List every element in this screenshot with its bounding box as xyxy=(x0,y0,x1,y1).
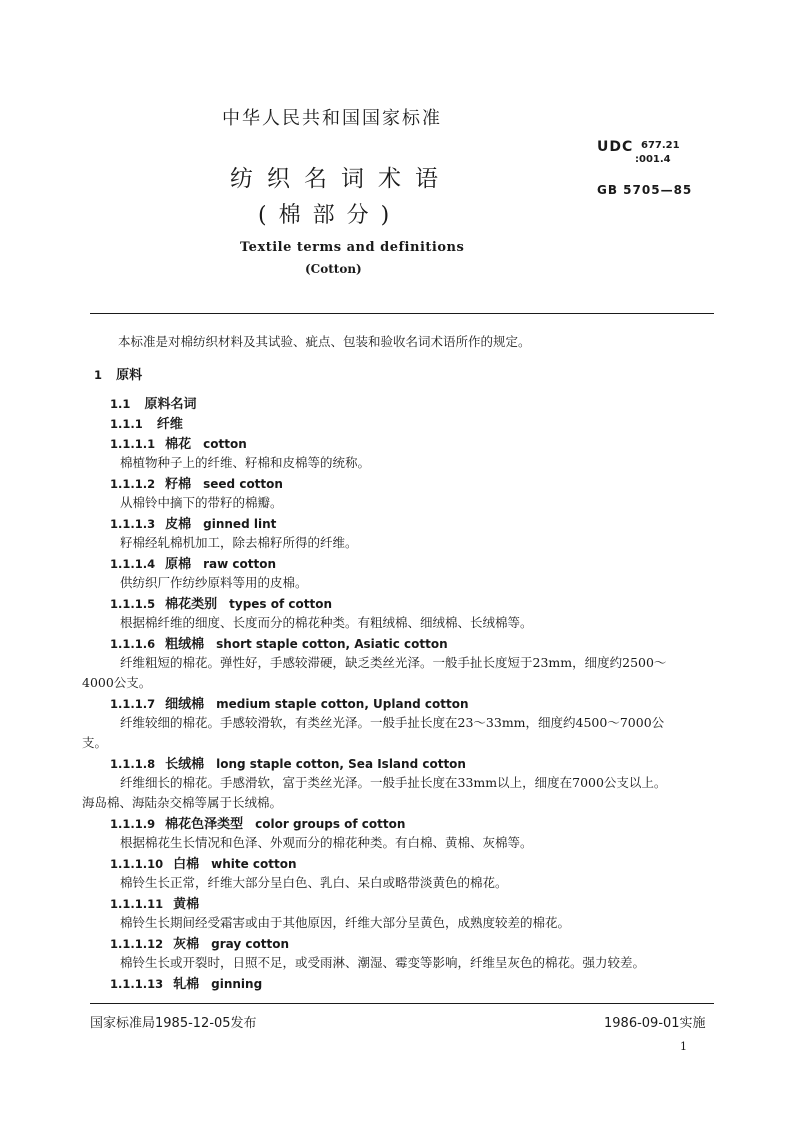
entry-number: 1.1.1.5 xyxy=(110,597,156,611)
entry-definition: 棉铃生长期间经受霜害或由于其他原因，纤维大部分呈黄色，成熟度较差的棉花。 xyxy=(120,915,571,930)
entry-definition: 籽棉经轧棉机加工，除去棉籽所得的纤维。 xyxy=(120,535,358,550)
entry-term-en: cotton xyxy=(203,437,247,451)
entry-definition: 纤维细长的棉花。手感滑软，富于类丝光泽。一般手扯长度在33mm以上，细度在7000公支以上。 xyxy=(120,775,667,790)
entry-heading xyxy=(110,973,262,992)
section-1-heading xyxy=(94,364,154,383)
title-chinese: 纺织名词术语 xyxy=(230,166,452,192)
national-standard-heading: 中华人民共和国国家标准 xyxy=(222,108,442,129)
entry-definition: 根据棉花生长情况和色泽、外观而分的棉花种类。有白棉、黄棉、灰棉等。 xyxy=(120,835,533,850)
entry-heading xyxy=(110,553,276,572)
entry-term-cn: 原棉 xyxy=(165,557,192,572)
entry-term-cn: 细绒棉 xyxy=(165,697,205,712)
entry-term-cn: 棉花 xyxy=(165,437,192,452)
entry-term-cn: 棉花类别 xyxy=(165,597,218,612)
entry-number: 1.1.1.6 xyxy=(110,637,156,651)
udc-code-1: 677.21 xyxy=(641,140,680,151)
entry-term-en: seed cotton xyxy=(203,477,283,491)
entry-definition: 从棉铃中摘下的带籽的棉瓣。 xyxy=(120,495,283,510)
entry-definition: 纤维较细的棉花。手感较滑软，有类丝光泽。一般手扯长度在23～33mm，细度约4500～7000公 xyxy=(120,715,665,730)
entry-heading xyxy=(110,633,448,652)
udc-label: UDC xyxy=(597,139,634,155)
entry-number: 1.1.1.10 xyxy=(110,857,164,871)
page-number: 1 xyxy=(680,1040,687,1053)
section-title: 纤维 xyxy=(156,417,183,432)
entry-number: 1.1.1.12 xyxy=(110,937,164,951)
entry-number: 1.1.1.13 xyxy=(110,977,164,991)
entry-heading xyxy=(110,813,405,832)
entry-definition: 棉铃生长或开裂时，日照不足，或受雨淋、潮湿、霉变等影响，纤维呈灰色的棉花。强力较差。 xyxy=(120,955,646,970)
entry-term-cn: 籽棉 xyxy=(165,477,192,492)
entry-heading xyxy=(110,433,247,452)
entry-term-en: color groups of cotton xyxy=(255,817,406,831)
entry-heading xyxy=(110,933,289,952)
entry-heading xyxy=(110,693,469,712)
entry-number: 1.1.1.8 xyxy=(110,757,156,771)
entry-term-cn: 白棉 xyxy=(173,857,200,872)
entry-term-en: long staple cotton, Sea Island cotton xyxy=(216,757,466,771)
entry-term-cn: 灰棉 xyxy=(173,937,200,952)
top-divider xyxy=(90,313,714,314)
section-title: 原料名词 xyxy=(144,397,197,412)
intro-paragraph: 本标准是对棉纺织材料及其试验、疵点、包装和验收名词术语所作的规定。 xyxy=(118,334,531,349)
entry-definition: 供纺织厂作纺纱原料等用的皮棉。 xyxy=(120,575,308,590)
gb-number: GB 5705—85 xyxy=(597,183,693,197)
entry-term-cn: 长绒棉 xyxy=(165,757,205,772)
entry-term-cn: 棉花色泽类型 xyxy=(165,817,244,832)
subtitle-chinese: (棉部分) xyxy=(258,203,402,228)
udc-code-2: :001.4 xyxy=(635,154,671,165)
entry-term-en: types of cotton xyxy=(229,597,333,611)
entry-number: 1.1.1.2 xyxy=(110,477,156,491)
subtitle-english: (Cotton) xyxy=(305,262,362,276)
section-number: 1.1.1 xyxy=(110,417,143,431)
entry-definition-continued: 支。 xyxy=(82,735,108,750)
entry-heading xyxy=(110,753,466,772)
entry-term-en: gray cotton xyxy=(211,937,289,951)
effective-date: 1986-09-01实施 xyxy=(604,1016,706,1031)
entry-heading xyxy=(110,513,276,532)
bottom-divider xyxy=(90,1003,714,1004)
entry-number: 1.1.1.1 xyxy=(110,437,156,451)
entry-definition-continued: 4000公支。 xyxy=(82,675,152,690)
section-number: 1.1 xyxy=(110,397,131,411)
title-english: Textile terms and definitions xyxy=(240,240,465,255)
entry-definition: 棉植物种子上的纤维、籽棉和皮棉等的统称。 xyxy=(120,455,371,470)
entry-term-en: ginned lint xyxy=(203,517,277,531)
entry-term-en: ginning xyxy=(211,977,263,991)
section-1-1-1-heading xyxy=(110,413,195,432)
udc-block xyxy=(597,136,680,165)
entry-term-en: raw cotton xyxy=(203,557,277,571)
entry-term-cn: 皮棉 xyxy=(165,517,192,532)
entry-heading xyxy=(110,853,297,872)
entry-definition: 棉铃生长正常，纤维大部分呈白色、乳白、呆白或略带淡黄色的棉花。 xyxy=(120,875,508,890)
entry-number: 1.1.1.9 xyxy=(110,817,156,831)
entry-term-en: white cotton xyxy=(211,857,297,871)
entry-number: 1.1.1.11 xyxy=(110,897,164,911)
entry-heading xyxy=(110,893,211,912)
entry-heading xyxy=(110,593,332,612)
entry-term-cn: 粗绒棉 xyxy=(165,637,205,652)
entry-number: 1.1.1.3 xyxy=(110,517,156,531)
section-title: 原料 xyxy=(116,368,143,383)
section-number: 1 xyxy=(94,368,103,382)
entry-definition-continued: 海岛棉、海陆杂交棉等属于长绒棉。 xyxy=(82,795,283,810)
entry-heading xyxy=(110,473,283,492)
section-1-1-heading xyxy=(110,393,209,412)
entry-number: 1.1.1.4 xyxy=(110,557,156,571)
entry-term-en: medium staple cotton, Upland cotton xyxy=(216,697,469,711)
issue-date: 国家标准局1985-12-05发布 xyxy=(90,1016,257,1031)
entry-number: 1.1.1.7 xyxy=(110,697,156,711)
entry-definition: 根据棉纤维的细度、长度而分的棉花种类。有粗绒棉、细绒棉、长绒棉等。 xyxy=(120,615,533,630)
entry-term-en: short staple cotton, Asiatic cotton xyxy=(216,637,448,651)
entry-term-cn: 轧棉 xyxy=(173,977,200,992)
entry-definition: 纤维粗短的棉花。弹性好，手感较滞硬，缺乏类丝光泽。一般手扯长度短于23mm，细度约2500～ xyxy=(120,655,667,670)
entry-term-cn: 黄棉 xyxy=(173,897,200,912)
